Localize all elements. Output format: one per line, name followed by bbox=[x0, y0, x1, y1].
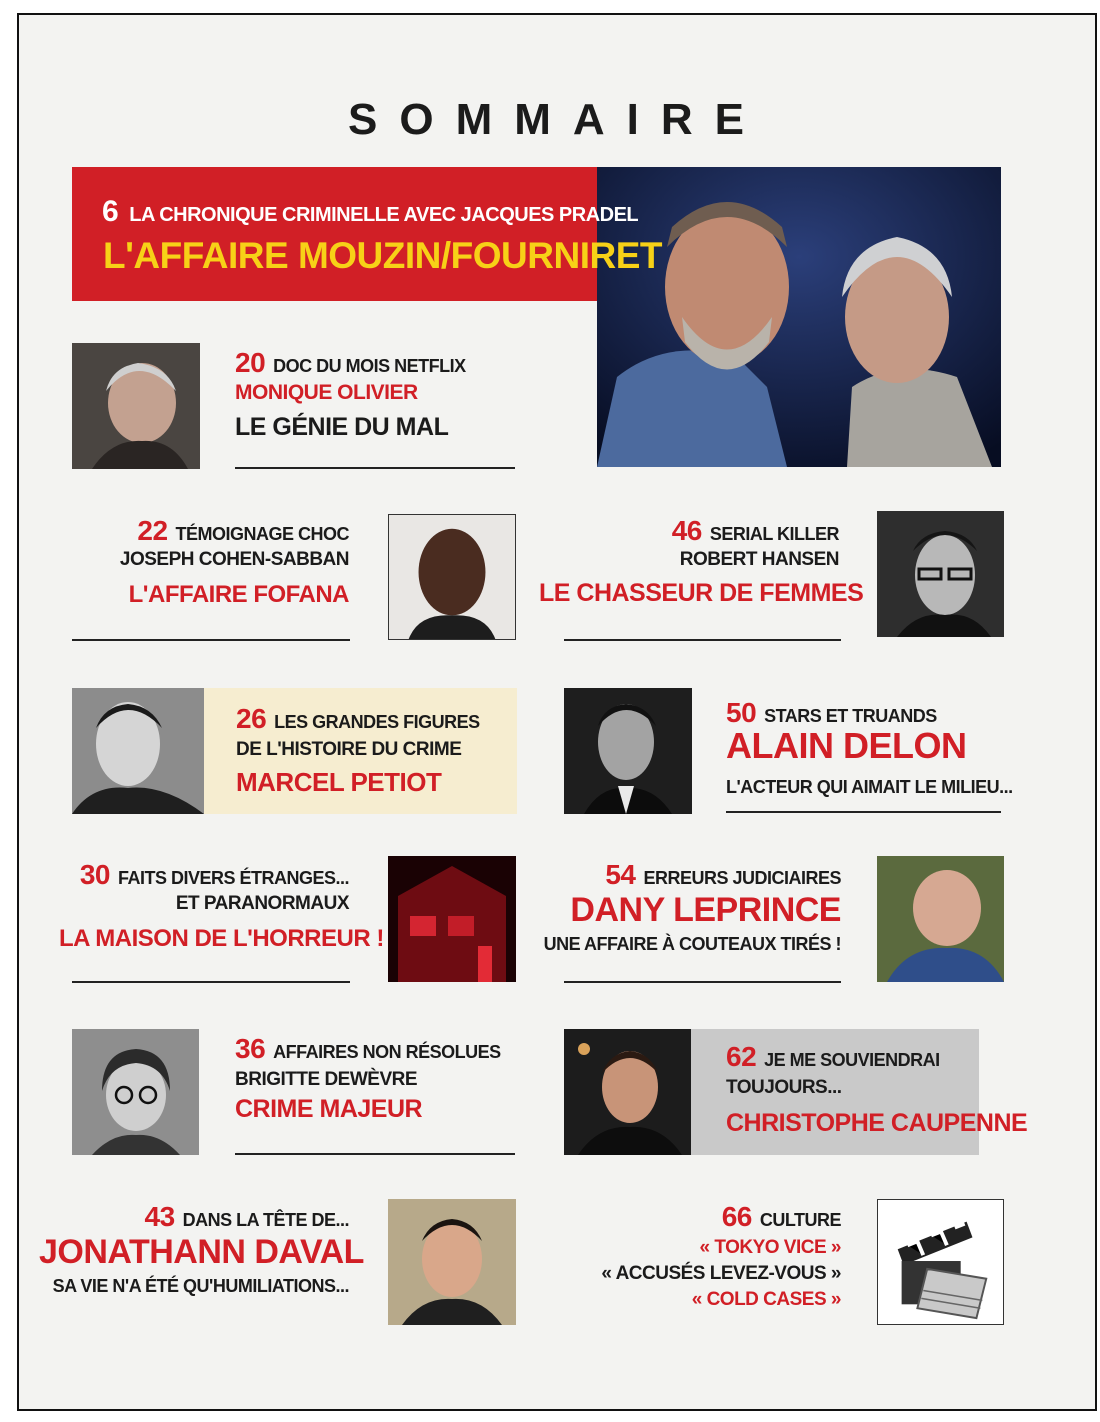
alain-delon-photo[interactable] bbox=[564, 688, 692, 814]
divider bbox=[235, 467, 515, 469]
culture-line-1[interactable]: « TOKYO VICE » bbox=[699, 1237, 841, 1258]
person-photo bbox=[72, 1029, 199, 1155]
person-photo bbox=[877, 856, 1004, 982]
maison-horreur-photo[interactable] bbox=[388, 856, 516, 982]
item-26-kicker bbox=[236, 703, 480, 735]
person-photo bbox=[564, 1029, 691, 1155]
item-30-kicker-text: FAITS DIVERS ÉTRANGES... bbox=[117, 868, 349, 888]
marcel-petiot-photo[interactable] bbox=[72, 688, 204, 814]
item-20-name[interactable]: MONIQUE OLIVIER bbox=[235, 381, 418, 404]
item-20-kicker-text: DOC DU MOIS NETFLIX bbox=[273, 356, 466, 376]
item-62-kicker-text: JE ME SOUVIENDRAI bbox=[764, 1050, 940, 1070]
item-22-text bbox=[79, 515, 349, 609]
person-photo bbox=[388, 1199, 516, 1325]
item-36-number: 36 bbox=[235, 1033, 266, 1064]
item-43-text bbox=[39, 1201, 364, 1297]
divider bbox=[72, 639, 350, 641]
robert-hansen-photo[interactable] bbox=[877, 511, 1004, 637]
item-20-number: 20 bbox=[235, 347, 266, 378]
item-30-sub[interactable]: LA MAISON DE L'HORREUR ! bbox=[59, 925, 384, 952]
item-50-name[interactable]: ALAIN DELON bbox=[726, 725, 967, 766]
divider bbox=[564, 981, 841, 983]
person-photo bbox=[72, 688, 204, 814]
item-30-name[interactable]: ET PARANORMAUX bbox=[175, 893, 349, 914]
christophe-caupenne-photo[interactable] bbox=[564, 1029, 691, 1155]
feature-headline[interactable]: L'AFFAIRE MOUZIN/FOURNIRET bbox=[103, 235, 662, 276]
item-50-number: 50 bbox=[726, 697, 757, 728]
item-36-kicker bbox=[235, 1033, 501, 1065]
item-54-sub[interactable]: UNE AFFAIRE À COUTEAUX TIRÉS ! bbox=[543, 934, 841, 954]
item-22-kicker-text: TÉMOIGNAGE CHOC bbox=[175, 524, 349, 544]
item-46-kicker-text: SERIAL KILLER bbox=[709, 524, 839, 544]
house-photo bbox=[388, 856, 516, 982]
person-photo bbox=[72, 343, 200, 469]
item-43-kicker-text: DANS LA TÊTE DE... bbox=[182, 1210, 349, 1230]
feature-number: 6 bbox=[102, 195, 119, 228]
item-62-kicker bbox=[726, 1041, 940, 1073]
dany-leprince-photo[interactable] bbox=[877, 856, 1004, 982]
item-20-sub[interactable]: LE GÉNIE DU MAL bbox=[235, 413, 449, 441]
item-22-name[interactable]: JOSEPH COHEN-SABBAN bbox=[119, 549, 349, 570]
item-43-sub[interactable]: SA VIE N'A ÉTÉ QU'HUMILIATIONS... bbox=[52, 1276, 349, 1296]
divider bbox=[564, 639, 841, 641]
item-20-kicker bbox=[235, 347, 466, 379]
item-22-number: 22 bbox=[137, 515, 168, 546]
item-26-name[interactable]: DE L'HISTOIRE DU CRIME bbox=[236, 739, 462, 760]
item-36-name[interactable]: BRIGITTE DEWÈVRE bbox=[235, 1069, 418, 1090]
fourniret-olivier-photo bbox=[597, 167, 1001, 467]
page-title: SOMMAIRE bbox=[348, 95, 766, 144]
item-54-kicker bbox=[539, 859, 841, 891]
divider bbox=[726, 811, 1001, 813]
item-30-text bbox=[59, 859, 384, 953]
item-26-sub[interactable]: MARCEL PETIOT bbox=[236, 767, 442, 797]
brigitte-dewevre-photo[interactable] bbox=[72, 1029, 199, 1155]
item-22-sub[interactable]: L'AFFAIRE FOFANA bbox=[128, 581, 349, 608]
item-36-sub[interactable]: CRIME MAJEUR bbox=[235, 1095, 423, 1123]
item-54-kicker-text: ERREURS JUDICIAIRES bbox=[643, 868, 841, 888]
clapperboard-books-icon bbox=[878, 1200, 1003, 1324]
divider bbox=[235, 1153, 515, 1155]
item-66-kicker-text: CULTURE bbox=[759, 1210, 841, 1230]
item-62-sub[interactable]: CHRISTOPHE CAUPENNE bbox=[726, 1109, 1028, 1137]
item-26-kicker-text: LES GRANDES FIGURES bbox=[274, 712, 480, 732]
feature-photo[interactable] bbox=[597, 167, 1001, 467]
item-43-name[interactable]: JONATHANN DAVAL bbox=[39, 1233, 364, 1271]
feature-kicker-text: LA CHRONIQUE CRIMINELLE AVEC JACQUES PRADEL bbox=[129, 204, 639, 226]
item-54-name[interactable]: DANY LEPRINCE bbox=[570, 891, 841, 929]
jonathann-daval-photo[interactable] bbox=[388, 1199, 516, 1325]
item-30-number: 30 bbox=[79, 859, 110, 890]
item-22-kicker bbox=[79, 515, 349, 547]
item-66-text bbox=[539, 1201, 841, 1311]
magazine-page bbox=[17, 13, 1097, 1411]
item-66-number: 66 bbox=[721, 1201, 752, 1232]
item-43-kicker bbox=[39, 1201, 349, 1233]
joseph-cohen-sabban-photo[interactable] bbox=[388, 514, 516, 640]
item-62-number: 62 bbox=[726, 1041, 757, 1072]
culture-line-3[interactable]: « COLD CASES » bbox=[691, 1289, 841, 1310]
item-54-text bbox=[539, 859, 841, 955]
item-46-text bbox=[539, 515, 864, 608]
item-43-number: 43 bbox=[144, 1201, 175, 1232]
culture-clapperboard-icon[interactable] bbox=[877, 1199, 1004, 1325]
item-36-kicker-text: AFFAIRES NON RÉSOLUES bbox=[273, 1042, 501, 1062]
person-photo bbox=[389, 515, 515, 639]
item-46-name[interactable]: ROBERT HANSEN bbox=[679, 549, 839, 570]
item-46-sub[interactable]: LE CHASSEUR DE FEMMES bbox=[539, 579, 864, 607]
item-66-kicker bbox=[539, 1201, 841, 1233]
item-50-sub[interactable]: L'ACTEUR QUI AIMAIT LE MILIEU... bbox=[726, 777, 1013, 797]
person-photo bbox=[564, 688, 692, 814]
item-46-kicker bbox=[539, 515, 839, 547]
divider bbox=[72, 981, 350, 983]
feature-banner[interactable] bbox=[72, 167, 598, 301]
person-photo bbox=[877, 511, 1004, 637]
item-46-number: 46 bbox=[671, 515, 702, 546]
item-30-kicker bbox=[59, 859, 349, 891]
culture-line-2[interactable]: « ACCUSÉS LEVEZ-VOUS » bbox=[601, 1263, 841, 1284]
item-62-name[interactable]: TOUJOURS... bbox=[726, 1077, 842, 1098]
item-26-number: 26 bbox=[236, 703, 267, 734]
item-54-number: 54 bbox=[605, 859, 636, 890]
item-50-kicker-text: STARS ET TRUANDS bbox=[764, 706, 937, 726]
feature-kicker bbox=[102, 195, 638, 229]
monique-olivier-photo[interactable] bbox=[72, 343, 200, 469]
